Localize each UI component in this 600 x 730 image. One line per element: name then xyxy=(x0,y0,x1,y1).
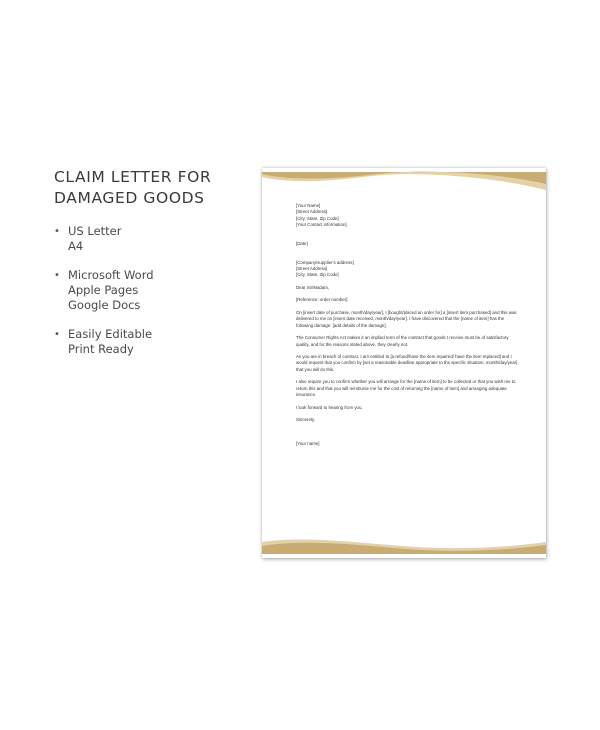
letter-body xyxy=(296,203,522,454)
feature-item: US Letter xyxy=(68,224,122,238)
recipient-city: [City, State, Zip Code] xyxy=(296,272,339,278)
bullet-icon: • xyxy=(54,226,60,237)
body-paragraph: The Consumer Rights Act makes it an implied term of the contract that goods I receive must be of satisfactory quality, and for the reasons stated above, they clearly not. xyxy=(296,335,509,347)
body-paragraph: On [insert date of purchase, month/day/year], I [bought/placed an order for] a [insert item purchased] and this was delivered to me on [insert date received, month/day/year]. I have discovered that the [name of item] has the following damage: [add details of the damage]. xyxy=(296,310,517,328)
feature-group-qualities xyxy=(54,327,154,357)
feature-item: Apple Pages xyxy=(68,283,139,297)
reference: [Reference: order number] xyxy=(296,297,348,303)
bullet-icon: • xyxy=(54,270,60,281)
letter-date: [Date] xyxy=(296,240,308,246)
feature-item: Google Docs xyxy=(68,298,141,312)
body-paragraph: I also require you to confirm whether you will arrange for the [name of item] to be collected or that you wish me to return this and that you will reimburse me for the cost of returning the [name of item] and arranging adequate insurance. xyxy=(296,379,516,397)
body-paragraph: As you are in breach of contract, I am entitled to [a refund/have the item repaired/ have the item replaced] and I would request that you confirm by [set a reasonable deadline appropriate to the specific situation: month/day/year] that you will do this. xyxy=(296,354,518,372)
closing: Sincerely, xyxy=(296,417,315,423)
feature-group-formats xyxy=(54,224,154,254)
recipient-street: [Street Address] xyxy=(296,265,328,271)
bottom-wave-decoration xyxy=(262,536,546,558)
feature-list xyxy=(54,224,154,371)
title-line-1: CLAIM LETTER FOR xyxy=(54,168,212,186)
sender-address xyxy=(296,203,522,228)
body-paragraph: I look forward to hearing from you. xyxy=(296,404,363,410)
title-line-2: DAMAGED GOODS xyxy=(54,189,205,207)
recipient-address xyxy=(296,260,522,279)
salutation: Dear Sir/Madam, xyxy=(296,284,330,290)
feature-item: Easily Editable xyxy=(68,327,153,341)
feature-item: A4 xyxy=(68,239,84,253)
sender-street: [Street Address] xyxy=(296,209,328,215)
bullet-icon: • xyxy=(54,329,60,340)
recipient-company: [Company/supplier's address] xyxy=(296,259,354,265)
sender-contact: [Your Contact information] xyxy=(296,221,347,227)
letter-preview[interactable] xyxy=(262,168,546,558)
sender-name: [Your Name] xyxy=(296,203,321,208)
template-title xyxy=(54,167,244,209)
feature-group-apps xyxy=(54,268,154,313)
sender-city: [City, State, Zip Code] xyxy=(296,215,339,221)
top-wave-decoration xyxy=(262,168,546,196)
signature: [Your name] xyxy=(296,441,320,447)
feature-item: Microsoft Word xyxy=(68,268,154,282)
feature-item: Print Ready xyxy=(68,342,134,356)
